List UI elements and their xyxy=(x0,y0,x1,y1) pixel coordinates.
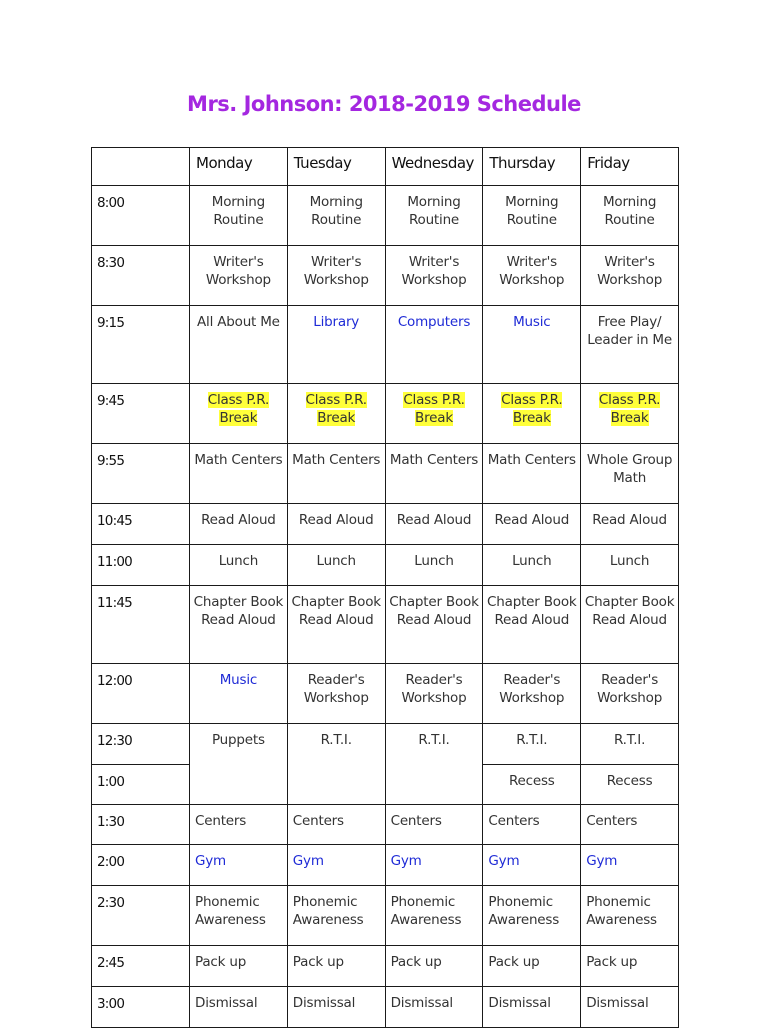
activity-cell: R.T.I. xyxy=(385,724,483,805)
table-row xyxy=(92,545,679,586)
table-row xyxy=(92,987,679,1028)
activity-cell: Dismissal xyxy=(581,987,679,1028)
time-cell: 12:00 xyxy=(92,664,190,724)
activity-cell: Writer's Workshop xyxy=(581,246,679,306)
activity-cell: Pack up xyxy=(581,946,679,987)
schedule-table xyxy=(91,147,679,1028)
time-cell: 2:45 xyxy=(92,946,190,987)
activity-cell: Reader's Workshop xyxy=(581,664,679,724)
header-cell: Monday xyxy=(190,148,288,186)
activity-cell: Free Play/ Leader in Me xyxy=(581,306,679,384)
activity-cell: Pack up xyxy=(190,946,288,987)
highlighted-activity: Class P.R. Break xyxy=(207,392,270,426)
activity-cell: Lunch xyxy=(287,545,385,586)
activity-cell: R.T.I. xyxy=(287,724,385,805)
time-cell: 12:30 xyxy=(92,724,190,765)
activity-cell: Morning Routine xyxy=(190,186,288,246)
activity-cell: Centers xyxy=(385,805,483,845)
header-cell-empty xyxy=(92,148,190,186)
time-cell: 10:45 xyxy=(92,504,190,545)
activity-cell-special: Gym xyxy=(190,845,288,886)
table-row xyxy=(92,186,679,246)
activity-cell: Morning Routine xyxy=(385,186,483,246)
activity-cell: Writer's Workshop xyxy=(287,246,385,306)
table-row xyxy=(92,504,679,545)
table-row xyxy=(92,384,679,444)
activity-cell: Phonemic Awareness xyxy=(287,886,385,946)
time-cell: 2:30 xyxy=(92,886,190,946)
activity-cell: R.T.I. xyxy=(483,724,581,765)
time-cell: 2:00 xyxy=(92,845,190,886)
activity-cell: Lunch xyxy=(483,545,581,586)
header-row xyxy=(92,148,679,186)
table-row xyxy=(92,444,679,504)
table-row xyxy=(92,664,679,724)
activity-cell: Writer's Workshop xyxy=(483,246,581,306)
activity-cell: Chapter Book Read Aloud xyxy=(385,586,483,664)
table-row xyxy=(92,306,679,384)
activity-cell-special: Computers xyxy=(385,306,483,384)
table-row xyxy=(92,886,679,946)
activity-cell: Morning Routine xyxy=(287,186,385,246)
time-cell: 1:30 xyxy=(92,805,190,845)
activity-cell: Dismissal xyxy=(483,987,581,1028)
activity-cell: Lunch xyxy=(385,545,483,586)
activity-cell-special: Gym xyxy=(581,845,679,886)
table-row xyxy=(92,724,679,765)
activity-cell: Read Aloud xyxy=(385,504,483,545)
page-title: Mrs. Johnson: 2018-2019 Schedule xyxy=(187,92,581,116)
activity-cell: Reader's Workshop xyxy=(483,664,581,724)
activity-cell: Lunch xyxy=(581,545,679,586)
activity-cell: Math Centers xyxy=(483,444,581,504)
activity-cell-special: Music xyxy=(483,306,581,384)
activity-cell: Lunch xyxy=(190,545,288,586)
activity-cell: Recess xyxy=(581,765,679,805)
activity-cell xyxy=(385,384,483,444)
activity-cell: Phonemic Awareness xyxy=(483,886,581,946)
activity-cell: Phonemic Awareness xyxy=(581,886,679,946)
activity-cell: Dismissal xyxy=(287,987,385,1028)
activity-cell-special: Gym xyxy=(287,845,385,886)
time-cell: 1:00 xyxy=(92,765,190,805)
activity-cell: Chapter Book Read Aloud xyxy=(581,586,679,664)
activity-cell: Morning Routine xyxy=(581,186,679,246)
activity-cell: Whole Group Math xyxy=(581,444,679,504)
activity-cell xyxy=(581,384,679,444)
activity-cell: Chapter Book Read Aloud xyxy=(483,586,581,664)
highlighted-activity: Class P.R. Break xyxy=(598,392,661,426)
activity-cell: Recess xyxy=(483,765,581,805)
activity-cell: Chapter Book Read Aloud xyxy=(287,586,385,664)
table-row xyxy=(92,586,679,664)
activity-cell: Pack up xyxy=(385,946,483,987)
activity-cell: Dismissal xyxy=(190,987,288,1028)
activity-cell: Phonemic Awareness xyxy=(190,886,288,946)
activity-cell xyxy=(190,384,288,444)
activity-cell: Math Centers xyxy=(190,444,288,504)
activity-cell-special: Gym xyxy=(483,845,581,886)
activity-cell-special: Gym xyxy=(385,845,483,886)
activity-cell xyxy=(483,384,581,444)
header-cell: Tuesday xyxy=(287,148,385,186)
activity-cell: Dismissal xyxy=(385,987,483,1028)
activity-cell: Chapter Book Read Aloud xyxy=(190,586,288,664)
activity-cell: Read Aloud xyxy=(483,504,581,545)
time-cell: 3:00 xyxy=(92,987,190,1028)
activity-cell: Centers xyxy=(190,805,288,845)
activity-cell: Writer's Workshop xyxy=(190,246,288,306)
activity-cell-special: Music xyxy=(190,664,288,724)
time-cell: 11:45 xyxy=(92,586,190,664)
table-row xyxy=(92,946,679,987)
activity-cell: Centers xyxy=(287,805,385,845)
activity-cell: Phonemic Awareness xyxy=(385,886,483,946)
header-cell: Wednesday xyxy=(385,148,483,186)
table-row xyxy=(92,845,679,886)
header-cell: Thursday xyxy=(483,148,581,186)
activity-cell: Centers xyxy=(483,805,581,845)
activity-cell-special: Library xyxy=(287,306,385,384)
activity-cell: All About Me xyxy=(190,306,288,384)
highlighted-activity: Class P.R. Break xyxy=(403,392,465,426)
activity-cell: Math Centers xyxy=(287,444,385,504)
table-row xyxy=(92,246,679,306)
time-cell: 11:00 xyxy=(92,545,190,586)
table-row xyxy=(92,805,679,845)
activity-cell: Read Aloud xyxy=(190,504,288,545)
time-cell: 9:15 xyxy=(92,306,190,384)
time-cell: 9:55 xyxy=(92,444,190,504)
activity-cell: Reader's Workshop xyxy=(287,664,385,724)
activity-cell: Writer's Workshop xyxy=(385,246,483,306)
header-cell: Friday xyxy=(581,148,679,186)
highlighted-activity: Class P.R. Break xyxy=(305,392,367,426)
activity-cell: Math Centers xyxy=(385,444,483,504)
activity-cell: Morning Routine xyxy=(483,186,581,246)
activity-cell xyxy=(287,384,385,444)
time-cell: 8:00 xyxy=(92,186,190,246)
time-cell: 8:30 xyxy=(92,246,190,306)
activity-cell: Reader's Workshop xyxy=(385,664,483,724)
activity-cell: Read Aloud xyxy=(581,504,679,545)
activity-cell: Pack up xyxy=(483,946,581,987)
highlighted-activity: Class P.R. Break xyxy=(501,392,563,426)
activity-cell: Pack up xyxy=(287,946,385,987)
activity-cell: Puppets xyxy=(190,724,288,805)
activity-cell: Read Aloud xyxy=(287,504,385,545)
activity-cell: R.T.I. xyxy=(581,724,679,765)
activity-cell: Centers xyxy=(581,805,679,845)
time-cell: 9:45 xyxy=(92,384,190,444)
